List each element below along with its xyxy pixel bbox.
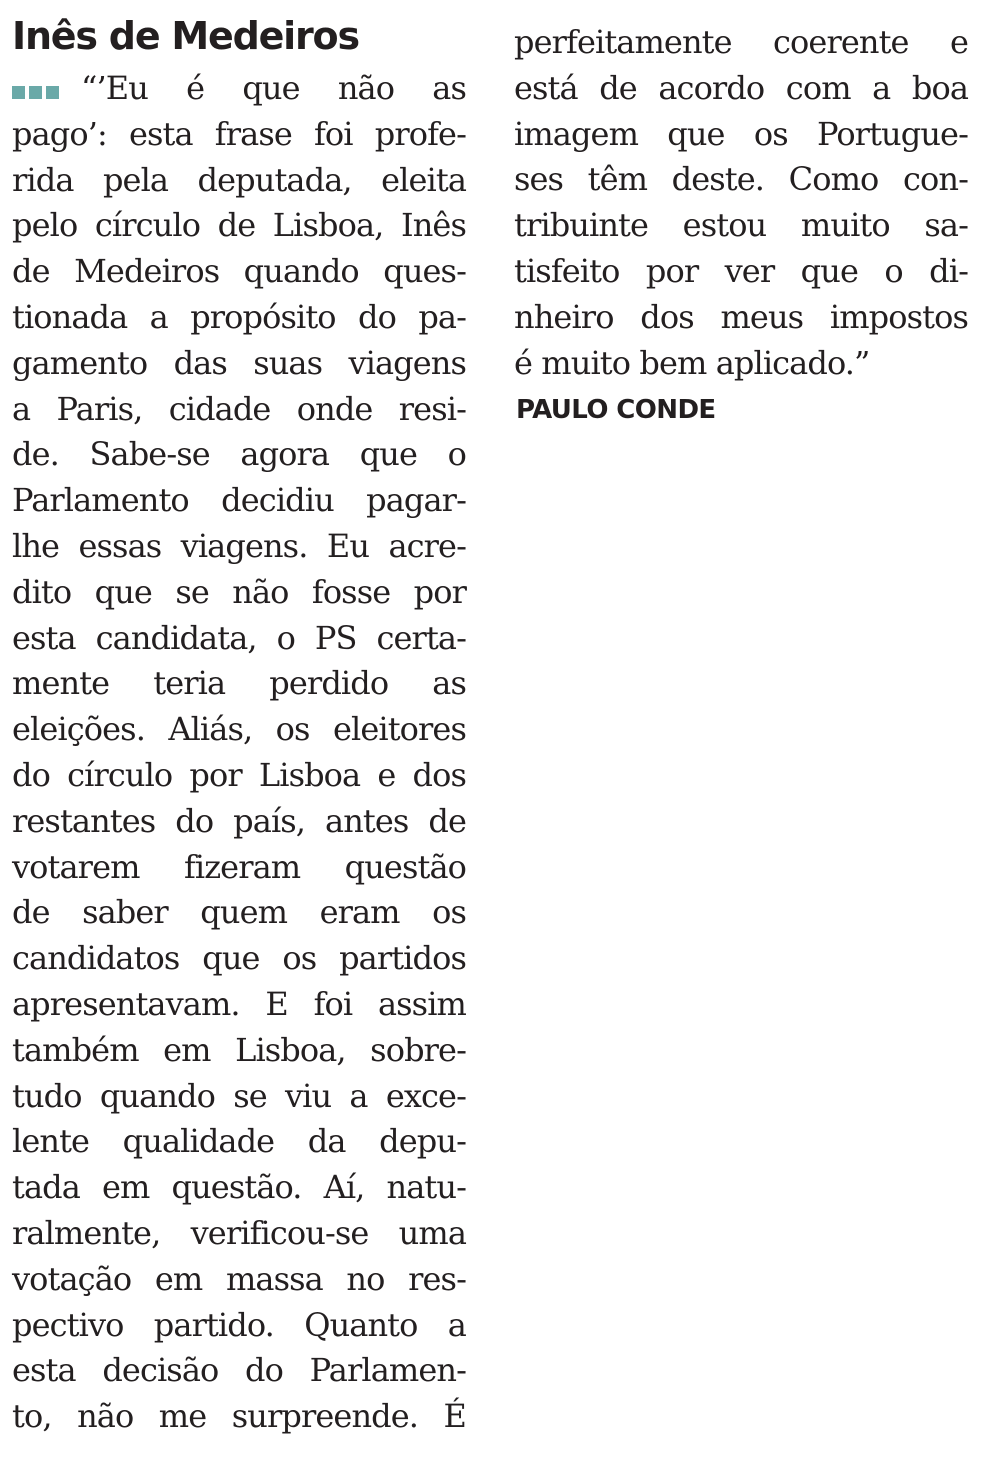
text-line: dito que se não fosse por [12,572,466,611]
text-line: está de acordo com a boa [514,68,968,107]
text-line: é muito bem aplicado.” [514,343,870,382]
author-signature: PAULO CONDE [516,395,716,425]
text-line: de. Sabe-se agora que o [12,435,466,474]
text-line: mente teria perdido as [12,664,466,703]
text-line: ses têm deste. Como con- [514,160,968,199]
text-line: também em Lisboa, sobre- [12,1030,466,1069]
text-line: imagem que os Portugue- [514,114,968,153]
text-line: lente qualidade da depu- [12,1122,466,1161]
text-line: to, não me surpreende. É [12,1397,466,1436]
text-line: “’Eu é que não as [12,66,466,112]
text-line: tribuinte estou muito sa- [514,206,968,245]
text-line: esta candidata, o PS certa- [12,618,466,657]
text-line: de saber quem eram os [12,893,466,932]
section-marker-icon [12,66,63,112]
text-line: pectivo partido. Quanto a [12,1305,466,1344]
text-line: tisfeito por ver que o di- [514,251,968,290]
text-line: eleições. Aliás, os eleitores [12,710,466,749]
text-line: de Medeiros quando ques- [12,252,466,291]
text-line: restantes do país, antes de [12,801,466,840]
text-line: nheiro dos meus impostos [514,297,968,336]
text-line: votação em massa no res- [12,1259,466,1298]
body-column-right [514,20,968,386]
text-line: do círculo por Lisboa e dos [12,755,466,794]
text-line: gamento das suas viagens [12,343,466,382]
text-line: pelo círculo de Lisboa, Inês [12,206,466,245]
text-line: votarem fizeram questão [12,847,466,886]
text-line: perfeitamente coerente e [514,23,968,61]
text-line: tada em questão. Aí, natu- [12,1168,466,1207]
text-line: Parlamento decidiu pagar- [12,481,466,520]
text-line: pago’: esta frase foi profe- [12,114,466,153]
text-line: candidatos que os partidos [12,939,466,978]
headline: Inês de Medeiros [12,14,359,58]
body-column-left [12,66,466,1440]
text-line: esta decisão do Parlamen- [12,1351,466,1390]
text-line: tionada a propósito do pa- [12,297,466,336]
text-line: apresentavam. E foi assim [12,984,466,1023]
text-line: a Paris, cidade onde resi- [12,389,466,428]
text-line: ralmente, verificou-se uma [12,1213,466,1252]
text-line: rida pela deputada, eleita [12,160,466,199]
text-line: tudo quando se viu a exce- [12,1076,466,1115]
text-line: lhe essas viagens. Eu acre- [12,526,466,565]
